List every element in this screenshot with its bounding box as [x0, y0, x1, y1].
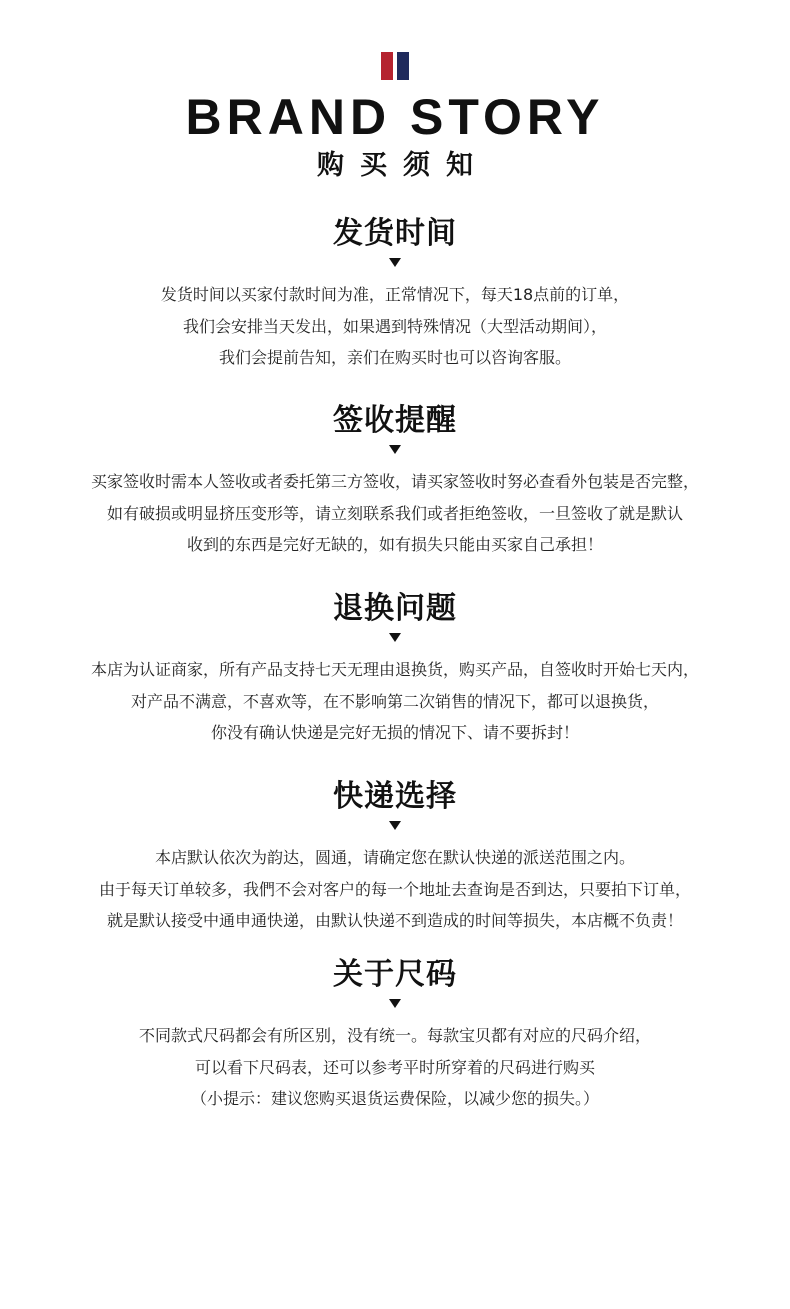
body-line: 你没有确认快递是完好无损的情况下、请不要拆封！	[210, 723, 579, 742]
down-triangle-icon	[389, 258, 401, 267]
brand-subtitle: 购买须知	[317, 150, 489, 181]
body-line: （小提示：建议您购买退货运费保险，以减少您的损失。）	[190, 1089, 599, 1108]
section-size-info	[0, 955, 790, 1115]
section-body	[0, 1020, 790, 1115]
body-line: 我们会安排当天发出，如果遇到特殊情况（大型活动期间），	[182, 316, 607, 336]
body-line: 对产品不满意，不喜欢等，在不影响第二次销售的情况下，都可以退换货，	[130, 691, 659, 711]
section-body	[0, 466, 790, 561]
down-triangle-icon	[389, 445, 401, 454]
body-line: 可以看下尺码表，还可以参考平时所穿着的尺码进行购买	[194, 1057, 595, 1077]
body-line: 不同款式尺码都会有所区别，没有统一。每款宝贝都有对应的尺码介绍，	[138, 1026, 651, 1045]
section-sign-reminder	[0, 401, 790, 561]
section-shipping-time	[0, 214, 790, 374]
section-express-choice	[0, 777, 790, 937]
body-line: 就是默认接受中通申通快递，由默认快递不到造成的时间等损失，本店概不负责！	[106, 911, 683, 930]
section-heading: 关于尺码	[333, 957, 457, 992]
flag-red-stripe	[381, 52, 393, 80]
down-triangle-icon	[389, 633, 401, 642]
body-line: 由于每天订单较多，我們不会对客户的每一个地址去查询是否到达，只要拍下订单，	[98, 879, 691, 899]
body-line: 本店为认证商家，所有产品支持七天无理由退换货，购买产品，自签收时开始七天内，	[90, 660, 699, 679]
body-line: 收到的东西是完好无缺的，如有损失只能由买家自己承担！	[186, 535, 603, 554]
body-line: 买家签收时需本人签收或者委托第三方签收，请买家签收时努必查看外包装是否完整，	[90, 472, 699, 491]
section-heading: 退换问题	[333, 591, 457, 626]
section-body	[0, 842, 790, 937]
brand-title: BRAND STORY	[185, 89, 605, 145]
brand-flag-logo	[381, 52, 409, 80]
body-line: 如有破损或明显挤压变形等，请立刻联系我们或者拒绝签收，一旦签收了就是默认	[106, 503, 683, 523]
section-body	[0, 279, 790, 374]
section-heading: 签收提醒	[333, 403, 457, 438]
body-line: 本店默认依次为韵达，圆通，请确定您在默认快递的派送范围之内。	[154, 848, 635, 867]
section-heading: 快递选择	[333, 779, 457, 814]
section-body	[0, 654, 790, 749]
flag-navy-stripe	[397, 52, 409, 80]
body-line: 我们会提前告知，亲们在购买时也可以咨询客服。	[218, 348, 571, 367]
section-returns	[0, 589, 790, 749]
body-line: 发货时间以买家付款时间为准，正常情况下，每天18点前的订单，	[160, 285, 630, 304]
down-triangle-icon	[389, 999, 401, 1008]
section-heading: 发货时间	[333, 216, 457, 251]
down-triangle-icon	[389, 821, 401, 830]
